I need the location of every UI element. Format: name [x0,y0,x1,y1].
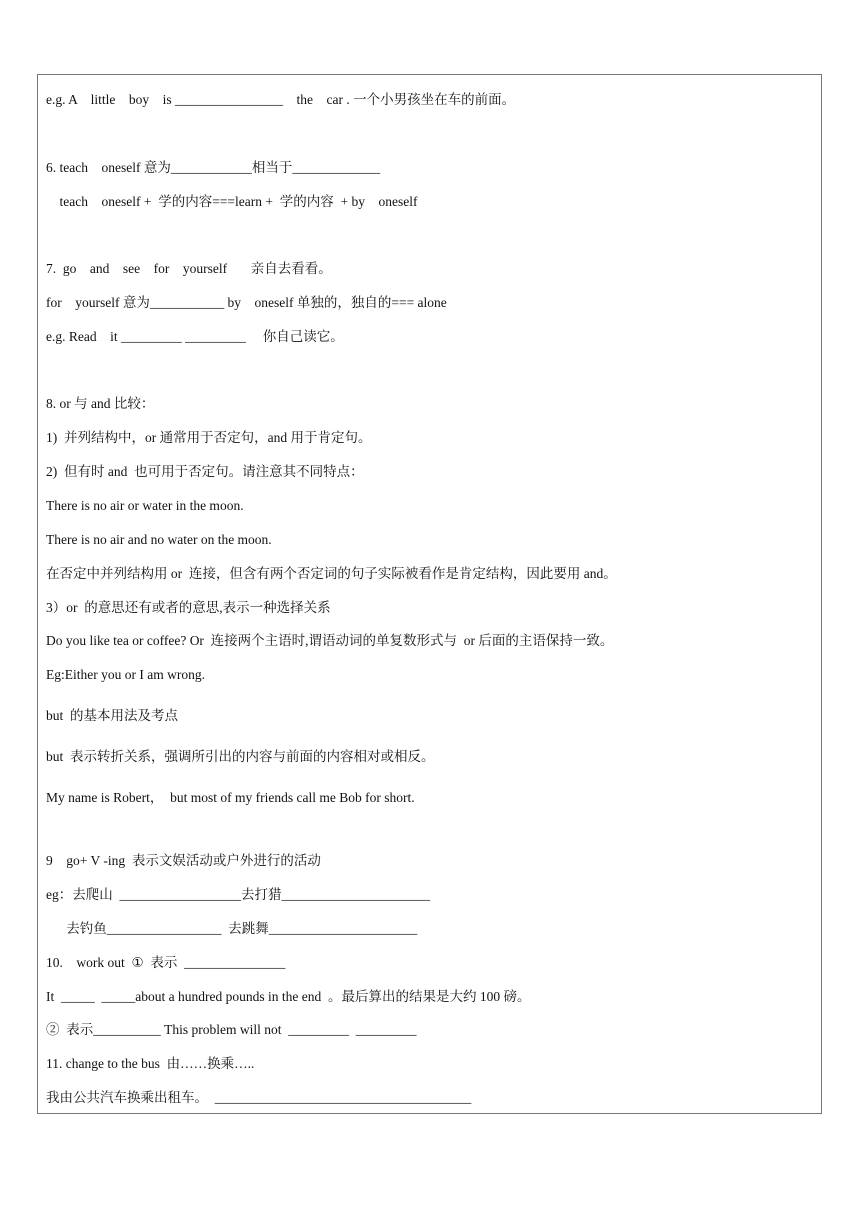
text-line: e.g. A little boy is ________________ the car . 一个小男孩坐在车的前面。 [46,92,516,107]
text-line: 2) 但有时 and 也可用于否定句。请注意其不同特点： [46,464,364,479]
text-line: Do you like tea or coffee? Or 连接两个主语时,谓语动词的单复数形式与 or 后面的主语保持一致。 [46,633,614,648]
text-line: teach oneself + 学的内容===learn + 学的内容 + by oneself [46,194,418,209]
section-heading: 9 go+ V -ing 表示文娱活动或户外进行的活动 [46,853,321,868]
example-sentence: My name is Robert， but most of my friends call me Bob for short. [46,790,415,805]
text-line: It _____ _____about a hundred pounds in the end 。最后算出的结果是大约 100 磅。 [46,989,531,1004]
section-heading: 11. change to the bus 由……换乘….. [46,1056,255,1071]
text-line: 1) 并列结构中，or 通常用于否定句，and 用于肯定句。 [46,430,372,445]
text-line: 我由公共汽车换乘出租车。 ______________________________________ [46,1090,472,1105]
text-line: ② 表示__________ This problem will not _________ _________ [46,1022,417,1037]
example-sentence: There is no air or water in the moon. [46,498,244,513]
example-sentence: Eg:Either you or I am wrong. [46,667,205,682]
text-line: e.g. Read it _________ _________ 你自己读它。 [46,329,344,344]
text-line: 7. go and see for yourself 亲自去看看。 [46,261,332,276]
text-line: 去钓鱼_________________ 去跳舞______________________ [46,921,418,936]
text-line: 3）or 的意思还有或者的意思,表示一种选择关系 [46,600,331,615]
text-line: for yourself 意为___________ by oneself 单独的，独自的=== alone [46,295,447,310]
text-line: 在否定中并列结构用 or 连接，但含有两个否定词的句子实际被看作是肯定结构，因此要用 and。 [46,566,617,581]
section-heading: 10. work out ① 表示 _______________ [46,955,286,970]
text-line: 6. teach oneself 意为____________相当于_____________ [46,160,381,175]
section-heading: 8. or 与 and 比较： [46,396,155,411]
section-heading: but 的基本用法及考点 [46,708,179,723]
text-line: but 表示转折关系，强调所引出的内容与前面的内容相对或相反。 [46,749,435,764]
example-sentence: There is no air and no water on the moon. [46,532,272,547]
text-line: eg：去爬山 __________________去打猎______________________ [46,887,430,902]
